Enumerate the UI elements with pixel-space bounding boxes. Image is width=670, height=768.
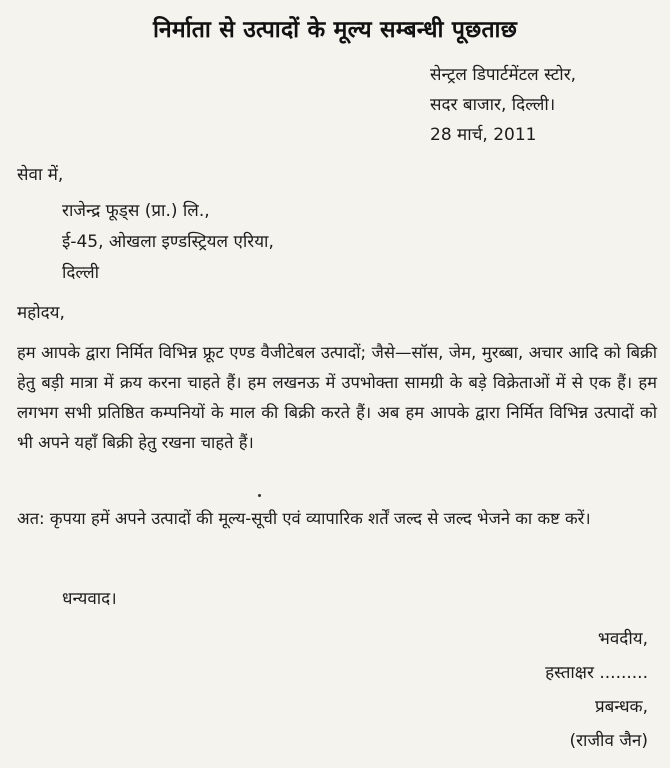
closing-block — [545, 622, 648, 758]
signatory-name: (राजीव जैन) — [569, 731, 648, 751]
to-label: सेवा में, — [17, 165, 64, 185]
sender-line-2: सदर बाजार, दिल्ली। — [430, 95, 556, 115]
designation: प्रबन्धक, — [594, 697, 648, 717]
body-paragraph-1: हम आपके द्वारा निर्मित विभिन्न फ्रूट एण्ड वैजीटेबल उत्पादों; जैसे—सॉस, जेम, मुरब्बा, अचार आदि को बिक्री हेतु बड़ी मात्रा में क्रय करना चाहते हैं। हम लखनऊ में उपभोक्ता सामग्री के बड़े विक्रेताओं में से एक हैं। हम लगभग सभी प्रतिष्ठित कम्पनियों के माल की बिक्री करते हैं। अब हम आपके द्वारा निर्मित विभिन्न उत्पादों को भी अपने यहाँ बिक्री हेतु रखना चाहते हैं। — [17, 343, 657, 452]
body-paragraph-2: अत: कृपया हमें अपने उत्पादों की मूल्य-सूची एवं व्यापारिक शर्तें जल्द से जल्द भेजने का कष्ट करें। — [17, 509, 591, 528]
sender-line-1: सेन्ट्रल डिपार्टमेंटल स्टोर, — [430, 65, 577, 85]
letter-date: 28 मार्च, 2011 — [430, 125, 537, 145]
recipient-line-1: राजेन्द्र फूड्स (प्रा.) लि., — [62, 201, 210, 221]
scan-speck — [258, 494, 261, 497]
closing-regards: भवदीय, — [597, 629, 648, 649]
recipient-line-2: ई-45, ओखला इण्डस्ट्रियल एरिया, — [62, 232, 274, 252]
thanks-line: धन्यवाद। — [62, 589, 117, 609]
sender-address — [430, 60, 576, 150]
letter-title: निर्माता से उत्पादों के मूल्य सम्बन्धी पूछताछ — [152, 17, 518, 43]
salutation: महोदय, — [17, 303, 65, 323]
recipient-line-3: दिल्ली — [62, 263, 100, 283]
signature-line: हस्ताक्षर ......... — [545, 663, 648, 683]
recipient-address — [62, 196, 274, 289]
